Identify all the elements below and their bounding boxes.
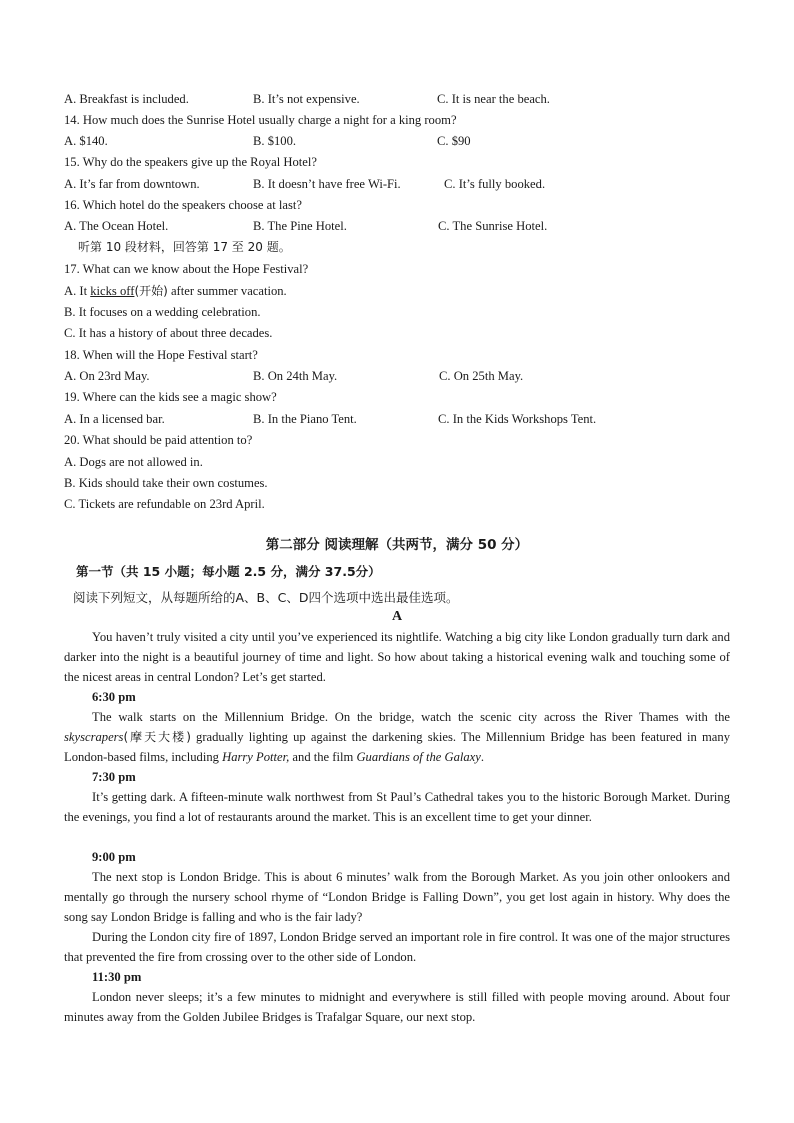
reading-instruction: 阅读下列短文，从每题所给的A、B、C、D四个选项中选出最佳选项。 (73, 590, 459, 605)
time-label-3: 9:00 pm (92, 850, 136, 864)
p1-text-a: The walk starts on the Millennium Bridge. On the bridge, watch the scenic city across the River Thames with the (92, 710, 730, 724)
p1-text-b: gradually lighting up against the darkening skies. The Millennium Bridge has been featured in many London-based films, including (64, 730, 730, 764)
q17-a-underlined: kicks off (90, 284, 135, 298)
time-label-1: 6:30 pm (92, 690, 136, 704)
q14-option-c: C. $90 (437, 134, 471, 148)
q14-stem: 14. How much does the Sunrise Hotel usually charge a night for a king room? (64, 113, 457, 127)
q16-option-b: B. The Pine Hotel. (253, 219, 347, 233)
q19-option-b: B. In the Piano Tent. (253, 412, 357, 426)
q15-option-c: C. It’s fully booked. (444, 177, 546, 191)
q17-a-suffix: after summer vacation. (167, 284, 287, 298)
q17-option-a (64, 281, 734, 302)
q20-option-a: A. Dogs are not allowed in. (64, 455, 203, 469)
q17-a-gloss: (开始) (134, 284, 168, 298)
time-label-2: 7:30 pm (92, 770, 136, 784)
time-label-4: 11:30 pm (92, 970, 142, 984)
q18-options (64, 366, 734, 387)
q17-option-c: C. It has a history of about three decades. (64, 326, 273, 340)
p1-film-harry-potter: Harry Potter, (222, 750, 290, 764)
p1-film-guardians: Guardians of the Galaxy (356, 750, 481, 764)
q13-option-c: C. It is near the beach. (437, 92, 550, 106)
p1-skyscrapers: skyscrapers (64, 730, 124, 744)
q16-options (64, 216, 734, 237)
part-two-title: 第二部分 阅读理解（共两节，满分 50 分） (265, 537, 529, 553)
q13-option-a: A. Breakfast is included. (64, 92, 189, 106)
q16-stem: 16. Which hotel do the speakers choose at last? (64, 198, 302, 212)
q17-stem: 17. What can we know about the Hope Festival? (64, 262, 309, 276)
q19-options (64, 409, 734, 430)
paragraph-london-fire: During the London city fire of 1897, London Bridge served an important role in fire control. It was one of the major structures that prevented the fire from crossing over to the other side of London. (64, 930, 730, 964)
passage-intro: You haven’t truly visited a city until you’ve experienced its nightlife. Watching a big city like London gradually turn dark and darker into the night is a beautiful journey of time and light. So how about taking a historical evening walk and touching some of the nicest areas in central London? Let’s get started. (64, 630, 730, 684)
q13-options (64, 89, 734, 110)
p1-text-d: . (480, 750, 484, 764)
p1-text-c: and the film (289, 750, 357, 764)
paragraph-borough-market: It’s getting dark. A fifteen-minute walk northwest from St Paul’s Cathedral takes you to the historic Borough Market. During the evenings, you find a lot of restaurants around the market. This is an excellent time to get your dinner. (64, 790, 730, 824)
q13-option-b: B. It’s not expensive. (253, 92, 360, 106)
q14-option-a: A. $140. (64, 134, 108, 148)
q19-stem: 19. Where can the kids see a magic show? (64, 390, 277, 404)
q15-option-b: B. It doesn’t have free Wi-Fi. (253, 177, 401, 191)
q18-option-c: C. On 25th May. (439, 369, 524, 383)
q15-option-a: A. It’s far from downtown. (64, 177, 200, 191)
q20-option-c: C. Tickets are refundable on 23rd April. (64, 497, 265, 511)
q18-option-b: B. On 24th May. (253, 369, 338, 383)
q15-stem: 15. Why do the speakers give up the Royal Hotel? (64, 155, 317, 169)
q14-option-b: B. $100. (253, 134, 297, 148)
q17-a-prefix: A. It (64, 284, 91, 298)
passage-label: A (391, 609, 403, 624)
q18-option-a: A. On 23rd May. (64, 369, 150, 383)
q17-option-b: B. It focuses on a wedding celebration. (64, 305, 261, 319)
paragraph-millennium-bridge (64, 707, 730, 767)
p1-gloss: (摩天大楼) (123, 730, 191, 744)
paragraph-trafalgar: London never sleeps; it’s a few minutes to midnight and everywhere is still filled with people moving around. About four minutes away from the Golden Jubilee Bridges is Trafalgar Square, our next stop. (64, 990, 730, 1024)
paragraph-london-bridge: The next stop is London Bridge. This is about 6 minutes’ walk from the Borough Market. As you join other onlookers and mentally go through the nursery school rhyme of “London Bridge is Falling Down”, you get lost again in history. Why does the song say London Bridge is falling and who is the fair lady? (64, 870, 730, 924)
q16-option-c: C. The Sunrise Hotel. (438, 219, 548, 233)
q20-option-b: B. Kids should take their own costumes. (64, 476, 268, 490)
q19-option-c: C. In the Kids Workshops Tent. (438, 412, 597, 426)
q18-stem: 18. When will the Hope Festival start? (64, 348, 258, 362)
q16-option-a: A. The Ocean Hotel. (64, 219, 169, 233)
q19-option-a: A. In a licensed bar. (64, 412, 165, 426)
q15-options (64, 174, 734, 195)
section-one-title: 第一节（共 15 小题；每小题 2.5 分，满分 37.5分） (76, 564, 381, 579)
q14-options (64, 131, 734, 152)
material-10-instruction: 听第 10 段材料，回答第 17 至 20 题。 (78, 240, 291, 254)
q20-stem: 20. What should be paid attention to? (64, 433, 253, 447)
